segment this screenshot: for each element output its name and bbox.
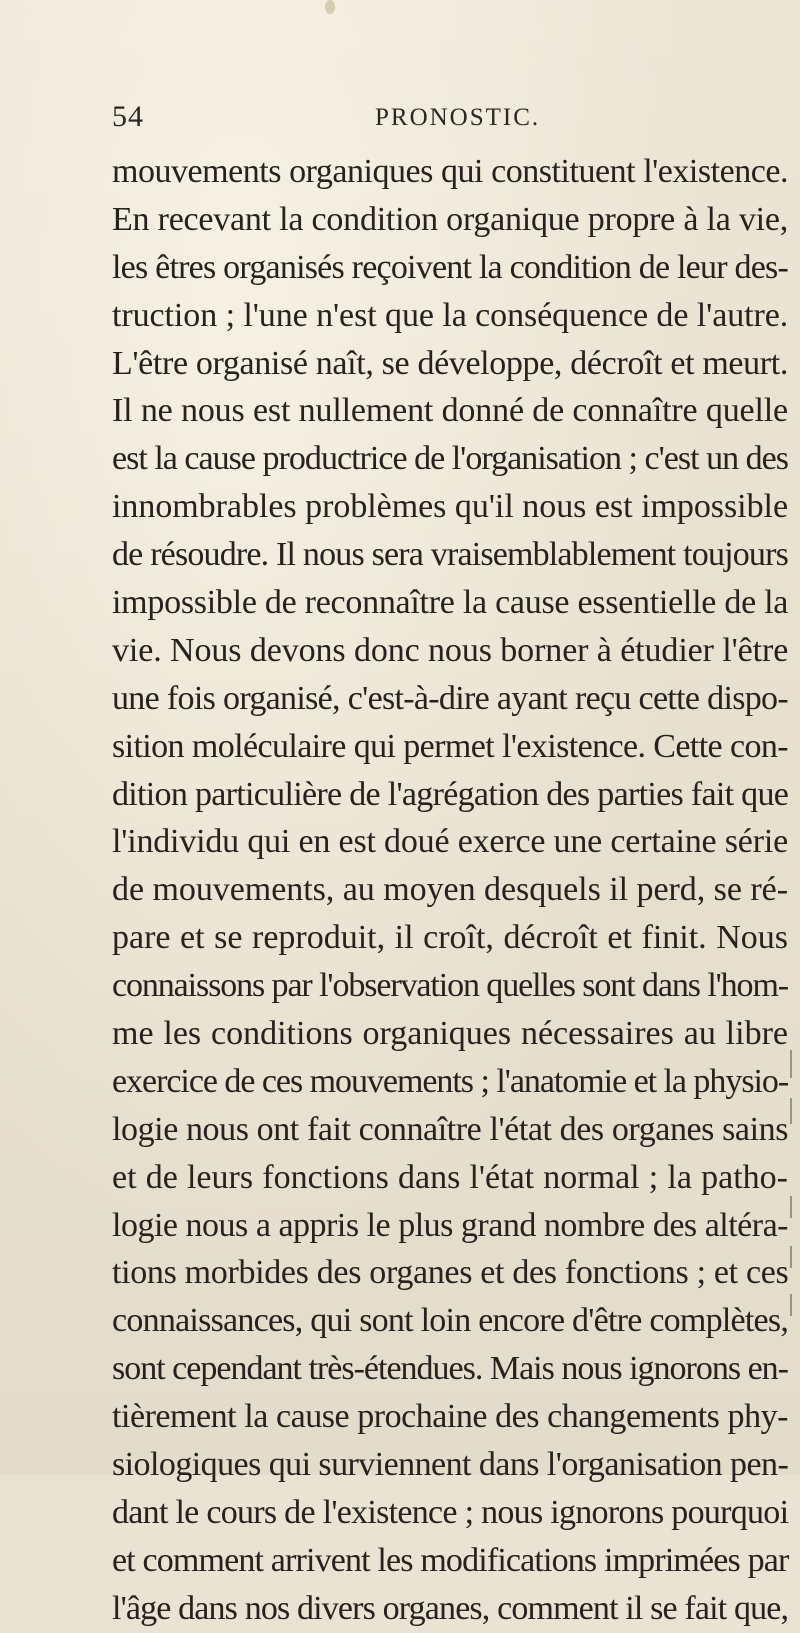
text-line: En recevant la condition organique propre à la vie, — [112, 200, 788, 238]
text-line: vie. Nous devons donc nous borner à étudier l'être — [112, 631, 789, 669]
text-line: Il ne nous est nullement donné de connaître quelle — [112, 392, 788, 430]
text-line: et de leurs fonctions dans l'état normal ; la patho- — [112, 1158, 788, 1196]
text-line: dant le cours de l'existence ; nous ignorons pourquoi — [112, 1493, 789, 1531]
paper-stain — [325, 0, 335, 14]
text-line: une fois organisé, c'est-à-dire ayant reçu cette dispo- — [112, 679, 788, 717]
text-line: mouvements organiques qui constituent l'existence. — [112, 153, 788, 190]
text-line: siologiques qui surviennent dans l'organisation pen- — [112, 1446, 789, 1484]
text-line: de mouvements, au moyen desquels il perd, se ré- — [112, 871, 788, 909]
text-line: tions morbides des organes et des fonctions ; et ces — [112, 1254, 789, 1292]
body-text — [112, 148, 788, 1633]
margin-mark — [790, 1196, 792, 1218]
text-line: pare et se reproduit, il croît, décroît et finit. Nous — [112, 919, 788, 957]
margin-mark — [790, 1294, 792, 1316]
text-line: l'individu qui en est doué exerce une certaine série — [112, 823, 788, 861]
margin-mark — [790, 1098, 792, 1124]
text-line: dition particulière de l'agrégation des parties fait que — [112, 775, 789, 813]
text-line: logie nous a appris le plus grand nombre des altéra- — [112, 1206, 788, 1244]
text-line: logie nous ont fait connaître l'état des organes sains — [112, 1110, 788, 1148]
text-line: tièrement la cause prochaine des changements phy- — [112, 1398, 788, 1436]
text-line: exercice de ces mouvements ; l'anatomie et la physio- — [112, 1062, 789, 1100]
text-line: et comment arrivent les modifications imprimées par — [112, 1541, 789, 1579]
text-line: est la cause productrice de l'organisation ; c'est un des — [112, 440, 789, 478]
page-number: 54 — [112, 100, 144, 133]
text-line: innombrables problèmes qu'il nous est impossible — [112, 488, 788, 526]
text-line: me les conditions organiques nécessaires au libre — [112, 1015, 788, 1053]
margin-mark — [790, 1246, 792, 1268]
text-line: impossible de reconnaître la cause essentielle de la — [112, 584, 789, 622]
margin-mark — [790, 1050, 792, 1078]
text-line: sition moléculaire qui permet l'existence. Cette con- — [112, 727, 788, 765]
running-head — [0, 100, 800, 140]
text-line: sont cependant très-étendues. Mais nous ignorons en- — [112, 1350, 788, 1388]
text-line: l'âge dans nos divers organes, comment il se fait que, — [112, 1589, 789, 1627]
text-line: de résoudre. Il nous sera vraisemblablement toujours — [112, 536, 788, 574]
text-line: connaissons par l'observation quelles sont dans l'hom- — [112, 967, 788, 1005]
running-title: PRONOSTIC. — [375, 104, 541, 131]
text-line: les êtres organisés reçoivent la condition de leur des- — [112, 248, 788, 286]
text-line: connaissances, qui sont loin encore d'être complètes, — [112, 1302, 789, 1340]
text-line: L'être organisé naît, se développe, décroît et meurt. — [112, 344, 788, 382]
text-line: truction ; l'une n'est que la conséquence de l'autre. — [112, 296, 789, 334]
